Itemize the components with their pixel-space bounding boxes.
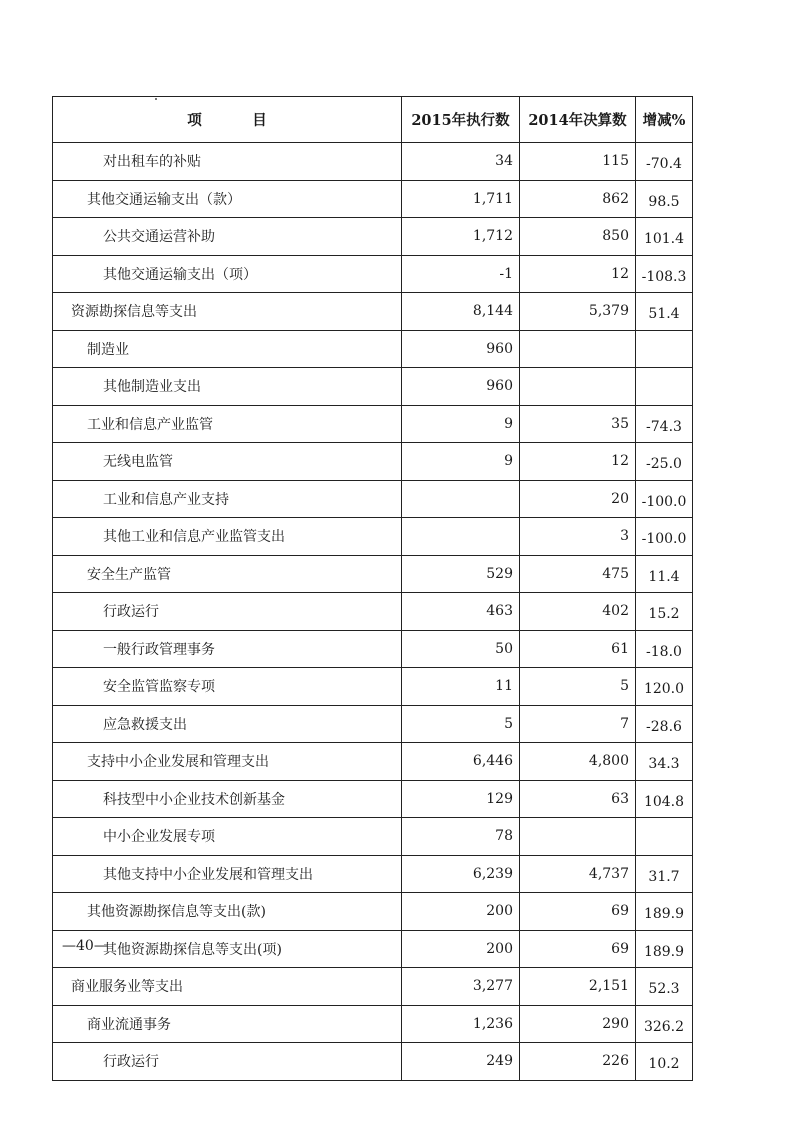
- row-2015-value: 11: [402, 668, 520, 706]
- row-2014-value: 61: [520, 630, 636, 668]
- row-item-label: 其他支持中小企业发展和管理支出: [53, 855, 402, 893]
- row-change-percent: 51.4: [636, 293, 693, 331]
- header-2015: 2015年执行数: [402, 97, 520, 143]
- row-2015-value: 200: [402, 893, 520, 931]
- table-row: [53, 780, 693, 818]
- row-2014-value: 4,737: [520, 855, 636, 893]
- row-change-percent: [636, 330, 693, 368]
- row-item-label: 工业和信息产业监管: [53, 405, 402, 443]
- row-item-label: 安全生产监管: [53, 555, 402, 593]
- row-change-percent: 104.8: [636, 780, 693, 818]
- table-header: [53, 97, 693, 143]
- row-change-percent: 10.2: [636, 1043, 693, 1081]
- row-2015-value: 3,277: [402, 968, 520, 1006]
- table-row: [53, 180, 693, 218]
- table-row: [53, 893, 693, 931]
- table-row: [53, 555, 693, 593]
- row-change-percent: 34.3: [636, 743, 693, 781]
- row-item-label: 科技型中小企业技术创新基金: [53, 780, 402, 818]
- table-row: [53, 968, 693, 1006]
- row-2014-value: 20: [520, 480, 636, 518]
- table-row: [53, 855, 693, 893]
- row-2015-value: 9: [402, 443, 520, 481]
- row-change-percent: 31.7: [636, 855, 693, 893]
- row-2014-value: 69: [520, 930, 636, 968]
- header-item: 项 目: [53, 97, 402, 143]
- row-2014-value: 12: [520, 255, 636, 293]
- row-2015-value: 249: [402, 1043, 520, 1081]
- row-2015-value: 960: [402, 368, 520, 406]
- table-row: [53, 1043, 693, 1081]
- row-2014-value: 7: [520, 705, 636, 743]
- row-change-percent: -100.0: [636, 480, 693, 518]
- table-row: [53, 368, 693, 406]
- table-body: [53, 143, 693, 1081]
- table-row: [53, 705, 693, 743]
- row-2015-value: 960: [402, 330, 520, 368]
- row-change-percent: [636, 818, 693, 856]
- row-change-percent: -25.0: [636, 443, 693, 481]
- row-2014-value: 290: [520, 1005, 636, 1043]
- row-2015-value: 34: [402, 143, 520, 181]
- row-2014-value: 12: [520, 443, 636, 481]
- row-item-label: 其他工业和信息产业监管支出: [53, 518, 402, 556]
- table-row: [53, 630, 693, 668]
- row-item-label: 商业服务业等支出: [53, 968, 402, 1006]
- row-2014-value: 475: [520, 555, 636, 593]
- row-2014-value: 3: [520, 518, 636, 556]
- row-item-label: 其他交通运输支出（项）: [53, 255, 402, 293]
- row-item-label: 商业流通事务: [53, 1005, 402, 1043]
- row-item-label: 行政运行: [53, 593, 402, 631]
- row-item-label: 其他资源勘探信息等支出(项): [53, 930, 402, 968]
- row-2014-value: [520, 330, 636, 368]
- table-row: [53, 443, 693, 481]
- row-2014-value: 5,379: [520, 293, 636, 331]
- row-2015-value: 8,144: [402, 293, 520, 331]
- row-change-percent: 189.9: [636, 930, 693, 968]
- row-2014-value: [520, 818, 636, 856]
- header-2014: 2014年决算数: [520, 97, 636, 143]
- header-change: 增减%: [636, 97, 693, 143]
- table-row: [53, 668, 693, 706]
- table-row: [53, 818, 693, 856]
- page-number: —40—: [62, 938, 108, 954]
- row-item-label: 工业和信息产业支持: [53, 480, 402, 518]
- row-2015-value: 50: [402, 630, 520, 668]
- row-2015-value: 129: [402, 780, 520, 818]
- row-2015-value: 1,712: [402, 218, 520, 256]
- row-item-label: 其他资源勘探信息等支出(款): [53, 893, 402, 931]
- row-item-label: 对出租车的补贴: [53, 143, 402, 181]
- row-item-label: 支持中小企业发展和管理支出: [53, 743, 402, 781]
- row-2015-value: [402, 518, 520, 556]
- header-row: [53, 97, 693, 143]
- row-2014-value: 850: [520, 218, 636, 256]
- row-2015-value: 5: [402, 705, 520, 743]
- row-2015-value: 200: [402, 930, 520, 968]
- row-2015-value: [402, 480, 520, 518]
- row-change-percent: 11.4: [636, 555, 693, 593]
- row-item-label: 应急救援支出: [53, 705, 402, 743]
- table-row: [53, 255, 693, 293]
- table-row: [53, 405, 693, 443]
- row-2015-value: 78: [402, 818, 520, 856]
- row-2014-value: 862: [520, 180, 636, 218]
- row-2015-value: 529: [402, 555, 520, 593]
- row-item-label: 中小企业发展专项: [53, 818, 402, 856]
- row-change-percent: -74.3: [636, 405, 693, 443]
- row-item-label: 公共交通运营补助: [53, 218, 402, 256]
- row-item-label: 制造业: [53, 330, 402, 368]
- row-2014-value: 115: [520, 143, 636, 181]
- table-row: [53, 1005, 693, 1043]
- row-2015-value: -1: [402, 255, 520, 293]
- row-2015-value: 6,239: [402, 855, 520, 893]
- row-2015-value: 9: [402, 405, 520, 443]
- row-2015-value: 463: [402, 593, 520, 631]
- row-change-percent: -108.3: [636, 255, 693, 293]
- table-row: [53, 218, 693, 256]
- row-2014-value: 5: [520, 668, 636, 706]
- row-change-percent: 98.5: [636, 180, 693, 218]
- row-item-label: 资源勘探信息等支出: [53, 293, 402, 331]
- row-change-percent: -18.0: [636, 630, 693, 668]
- row-item-label: 无线电监管: [53, 443, 402, 481]
- table-row: [53, 743, 693, 781]
- row-2014-value: 402: [520, 593, 636, 631]
- table-row: [53, 293, 693, 331]
- row-2015-value: 1,236: [402, 1005, 520, 1043]
- row-change-percent: 15.2: [636, 593, 693, 631]
- row-2014-value: 69: [520, 893, 636, 931]
- row-item-label: 行政运行: [53, 1043, 402, 1081]
- row-change-percent: [636, 368, 693, 406]
- row-item-label: 安全监管监察专项: [53, 668, 402, 706]
- row-change-percent: 101.4: [636, 218, 693, 256]
- row-2014-value: [520, 368, 636, 406]
- row-change-percent: 120.0: [636, 668, 693, 706]
- table-row: [53, 593, 693, 631]
- row-item-label: 一般行政管理事务: [53, 630, 402, 668]
- row-2015-value: 6,446: [402, 743, 520, 781]
- table-row: [53, 930, 693, 968]
- table-row: [53, 330, 693, 368]
- row-change-percent: -28.6: [636, 705, 693, 743]
- row-2014-value: 4,800: [520, 743, 636, 781]
- row-change-percent: 326.2: [636, 1005, 693, 1043]
- row-2014-value: 226: [520, 1043, 636, 1081]
- table-row: [53, 480, 693, 518]
- table-row: [53, 518, 693, 556]
- row-2014-value: 35: [520, 405, 636, 443]
- row-item-label: 其他交通运输支出（款）: [53, 180, 402, 218]
- table-row: [53, 143, 693, 181]
- row-item-label: 其他制造业支出: [53, 368, 402, 406]
- row-change-percent: 189.9: [636, 893, 693, 931]
- row-change-percent: 52.3: [636, 968, 693, 1006]
- row-change-percent: -70.4: [636, 143, 693, 181]
- row-2014-value: 2,151: [520, 968, 636, 1006]
- row-2014-value: 63: [520, 780, 636, 818]
- row-change-percent: -100.0: [636, 518, 693, 556]
- budget-table: [52, 96, 693, 1081]
- row-2015-value: 1,711: [402, 180, 520, 218]
